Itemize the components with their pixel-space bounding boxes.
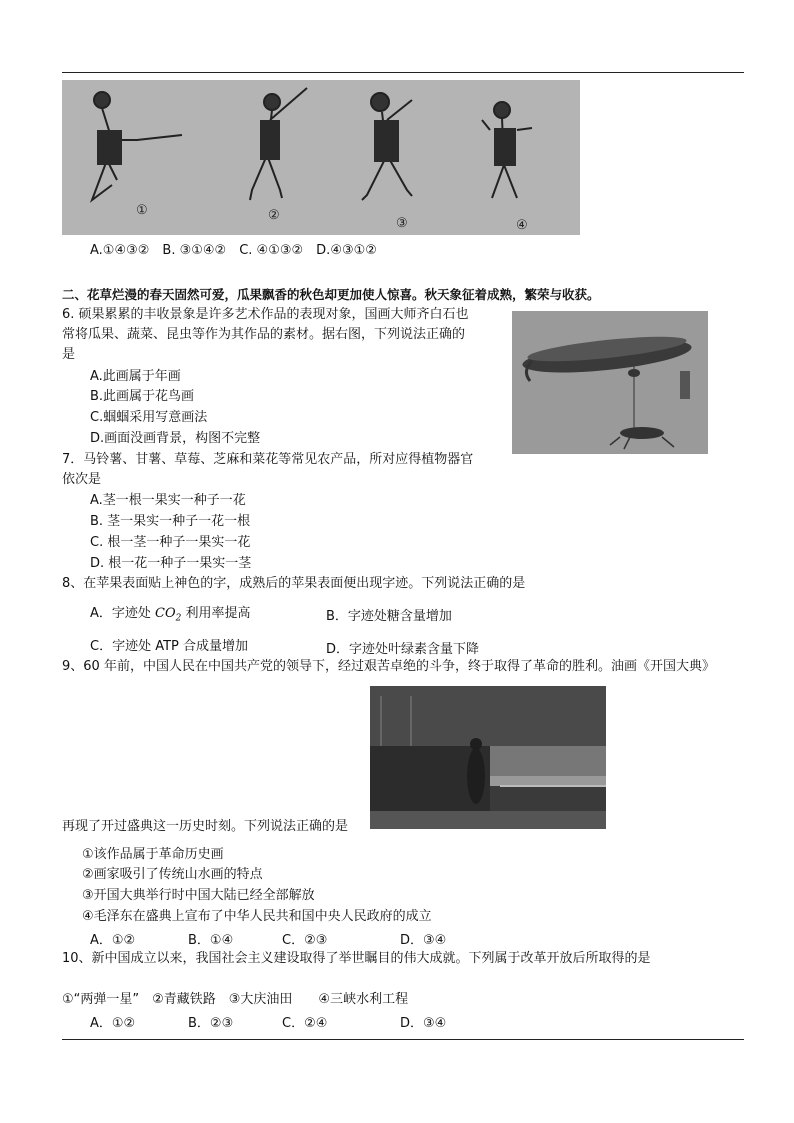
q6-option-a: A.此画属于年画	[90, 369, 181, 384]
ceremony-sketch	[370, 686, 606, 829]
q7-option-d: D. 根一花一种子一果实一茎	[90, 556, 252, 571]
q7-option-c: C. 根一茎一种子一果实一花	[90, 535, 251, 550]
q10-items: ①“两弹一星” ②青藏铁路 ③大庆油田 ④三峡水利工程	[62, 992, 409, 1007]
section-heading: 二、花草烂漫的春天固然可爱，瓜果飘香的秋色却更加使人惊喜。秋天象征着成熟，繁荣与收获。	[62, 287, 600, 302]
co2-subscript: 2	[175, 613, 182, 624]
q10-option-a: A．①②	[90, 1016, 136, 1031]
q8-option-d: D．字迹处叶绿素含量下降	[326, 642, 480, 657]
q5-answer-options: A.①④③② B. ③①④② C. ④①③② D.④③①②	[90, 243, 377, 258]
q9-option-b: B．①④	[188, 933, 234, 948]
figure-label-3: ③	[396, 216, 408, 231]
q8-option-c: C．字迹处 ATP 合成量增加	[90, 639, 249, 654]
q8-option-a	[90, 605, 251, 628]
co2-formula	[155, 606, 182, 624]
q9-item-3: ③开国大典举行时中国大陆已经全部解放	[82, 888, 315, 903]
q8-stem: 8、在苹果表面贴上神色的字，成熟后的苹果表面便出现字迹。下列说法正确的是	[62, 576, 526, 591]
q9-item-2: ②画家吸引了传统山水画的特点	[82, 867, 263, 882]
q6-stem-line2: 常将瓜果、蔬菜、昆虫等作为其作品的素材。据右图，下列说法正确的	[62, 327, 466, 342]
qi-baishi-painting	[512, 311, 708, 454]
q10-option-b: B．②③	[188, 1016, 234, 1031]
q10-stem: 10、新中国成立以来，我国社会主义建设取得了举世瞩目的伟大成就。下列属于改革开放后所取得的是	[62, 951, 651, 966]
co2-formula-text: CO	[155, 606, 176, 621]
q6-stem-line1: 6. 硕果累累的丰收景象是许多艺术作品的表现对象，国画大师齐白石也	[62, 307, 469, 322]
q9-option-c: C．②③	[282, 933, 328, 948]
q10-option-c: C．②④	[282, 1016, 328, 1031]
q9-stem-continued: 再现了开过盛典这一历史时刻。下列说法正确的是	[62, 819, 349, 834]
q7-option-a: A.茎一根一果实一种子一花	[90, 493, 246, 508]
gourd-cricket-sketch	[512, 311, 708, 454]
q8-option-a-prefix: A．字迹处	[90, 606, 156, 621]
shot-put-figure	[62, 80, 580, 235]
figure-label-2: ②	[268, 208, 280, 223]
q9-item-4: ④毛泽东在盛典上宣布了中华人民共和国中央人民政府的成立	[82, 909, 432, 924]
q9-option-d: D．③④	[400, 933, 447, 948]
figure-label-1: ①	[136, 203, 148, 218]
q7-stem-line1: 7．马铃薯、甘薯、草莓、芝麻和菜花等常见农产品，所对应得植物器官	[62, 452, 474, 467]
q10-option-d: D．③④	[400, 1016, 447, 1031]
q6-option-d: D.画面没画背景，构图不完整	[90, 431, 261, 446]
q7-stem-line2: 依次是	[62, 472, 102, 487]
q9-item-1: ①该作品属于革命历史画	[82, 847, 224, 862]
q6-stem-line3: 是	[62, 347, 76, 362]
q9-option-a: A．①②	[90, 933, 136, 948]
q6-option-b: B.此画属于花鸟画	[90, 389, 195, 404]
header-rule	[62, 72, 744, 73]
founding-ceremony-painting	[370, 686, 606, 829]
figure-label-4: ④	[516, 218, 528, 233]
q9-stem: 9、60 年前，中国人民在中国共产党的领导下，经过艰苦卓绝的斗争，终于取得了革命的胜利。油画《开国大典》	[62, 659, 715, 674]
q8-option-a-suffix: 利用率提高	[181, 606, 251, 621]
q7-option-b: B. 茎一果实一种子一花一根	[90, 514, 251, 529]
footer-rule	[62, 1039, 744, 1040]
q6-option-c: C.蝈蝈采用写意画法	[90, 410, 208, 425]
q8-option-b: B．字迹处糖含量增加	[326, 609, 452, 624]
